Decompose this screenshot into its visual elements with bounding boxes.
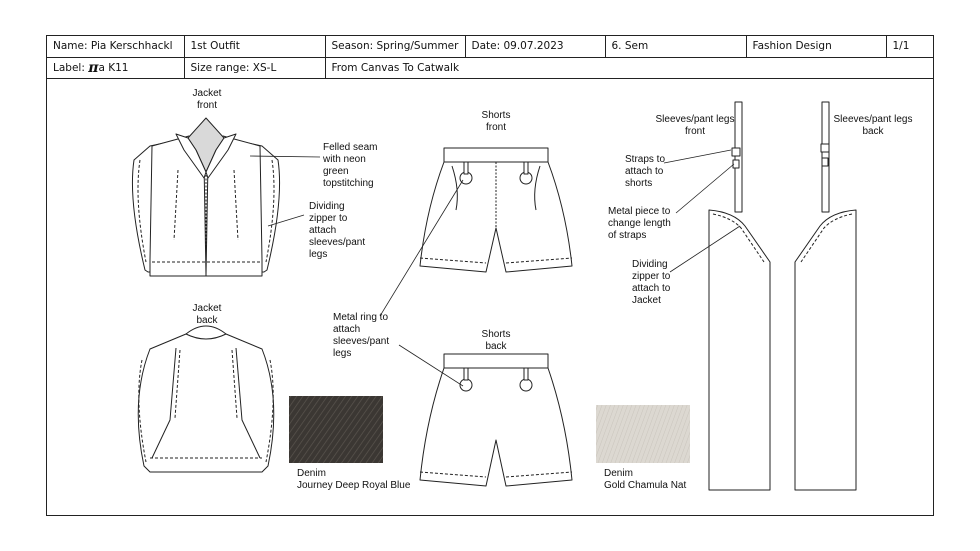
annotation-line: Jacket [632, 295, 661, 306]
fabric-type: Denim [297, 468, 326, 479]
title-line: Jacket [192, 88, 222, 99]
title-line: back [196, 315, 218, 326]
shorts-front-title [468, 110, 524, 134]
fabric-swatch-1 [289, 396, 383, 463]
jacket-front-title [180, 88, 234, 112]
annotation-line: topstitching [323, 178, 374, 189]
annotation-line: Metal ring to [333, 312, 389, 323]
annotation-line: zipper to [632, 271, 671, 282]
fabric-type: Denim [604, 468, 633, 479]
outfit-number: 1st Outfit [184, 36, 325, 57]
size-range: Size range: XS-L [184, 57, 325, 78]
annotation-metal-piece [608, 206, 671, 242]
annotation-line: Straps to [625, 154, 666, 165]
annotation-line: attach to [625, 166, 664, 177]
sleeves-front-drawing [709, 102, 770, 490]
annotation-line: sleeves/pant [309, 237, 366, 248]
program: Fashion Design [746, 36, 886, 57]
annotation-line: sleeves/pant [333, 336, 390, 347]
annotation-dividing-zipper-sleeves [309, 201, 365, 261]
annotation-line: zipper to [309, 213, 348, 224]
jacket-back-drawing [138, 326, 274, 472]
title-line: front [196, 100, 217, 111]
title-line: back [862, 126, 884, 137]
annotation-line: with neon [323, 154, 366, 165]
shorts-back-title [468, 329, 524, 353]
sleeves-back-title [828, 114, 918, 138]
fabric-caption-2 [604, 468, 686, 492]
label-logo: π [88, 59, 99, 76]
season: Season: Spring/Summer [325, 36, 465, 57]
fabric-caption-1 [297, 468, 410, 492]
annotation-line: legs [333, 348, 352, 359]
annotation-line: shorts [625, 178, 653, 189]
annotation-dividing-zipper-jacket [632, 259, 670, 307]
date: Date: 09.07.2023 [465, 36, 605, 57]
annotation-line: of straps [608, 230, 647, 241]
shorts-front-drawing [420, 148, 572, 272]
sleeves-front-title [650, 114, 740, 138]
title-line: Shorts [481, 110, 511, 121]
shorts-back-drawing [420, 354, 572, 486]
designer-name: Name: Pia Kerschhackl [47, 36, 184, 57]
fabric-name: Gold Chamula Nat [604, 480, 687, 491]
title-line: Sleeves/pant legs [833, 114, 913, 125]
annotation-line: legs [309, 249, 328, 260]
title-line: Jacket [192, 303, 222, 314]
jacket-front-drawing [132, 118, 279, 276]
title-line: front [485, 122, 506, 133]
fabric-swatch-2 [596, 405, 690, 463]
label-prefix: Label: [53, 61, 85, 74]
title-line: back [485, 341, 507, 352]
annotation-line: Dividing [632, 259, 668, 270]
annotation-line: attach [333, 324, 361, 335]
annotation-straps [625, 154, 665, 190]
annotation-line: Metal piece to [608, 206, 671, 217]
annotation-felled-seam [323, 142, 377, 190]
fabric-name: Journey Deep Royal Blue [297, 480, 411, 491]
collection-name: From Canvas To Catwalk [325, 57, 933, 78]
annotation-line: Dividing [309, 201, 345, 212]
annotation-line: green [323, 166, 349, 177]
page-number: 1/1 [886, 36, 933, 57]
annotation-line: attach to [632, 283, 671, 294]
annotation-metal-ring [333, 312, 389, 360]
sleeves-back-drawing [795, 102, 856, 490]
annotation-line: Felled seam [323, 142, 378, 153]
annotation-line: attach [309, 225, 337, 236]
annotation-line: change length [608, 218, 671, 229]
title-line: Shorts [481, 329, 511, 340]
jacket-back-title [180, 303, 234, 327]
label-code: a K11 [98, 61, 129, 74]
semester: 6. Sem [605, 36, 746, 57]
title-line: front [684, 126, 705, 137]
title-line: Sleeves/pant legs [655, 114, 735, 125]
